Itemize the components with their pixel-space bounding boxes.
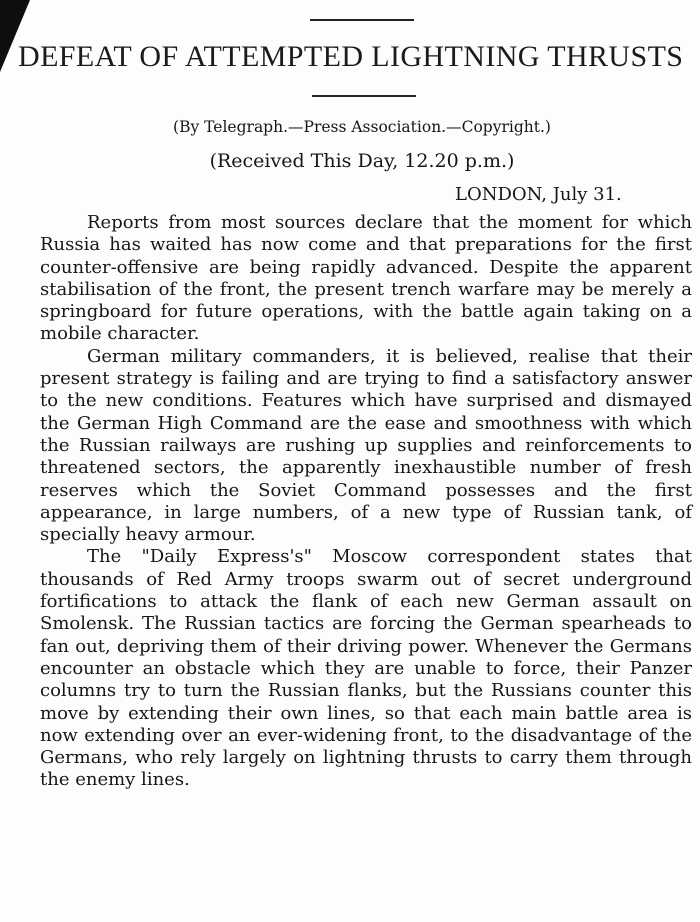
headline-rule (312, 95, 416, 97)
dateline: LONDON, July 31. (455, 184, 622, 205)
headline: DEFEAT OF ATTEMPTED LIGHTNING THRUSTS (18, 40, 684, 73)
article-body (40, 212, 692, 792)
paragraph-1: Reports from most sources declare that the moment for which Russia has waited has now come and that preparations for the first counter-offensive are being rapidly advanced. Despite the apparent stabilisation of the front, the present trench warfare may be merely a springboard for future operations, with the battle again taking on a mobile character. (40, 212, 692, 345)
received-line: (Received This Day, 12.20 p.m.) (209, 150, 515, 172)
paragraph-3: The "Daily Express's" Moscow correspondent states that thousands of Red Army troops swarm out of secret underground fortifications to attack the flank of each new German assault on Smolensk. The Russian tactics are forcing the German spearheads to fan out, depriving them of their driving power. Whenever the Germans encounter an obstacle which they are unable to force, their Panzer columns try to turn the Russian flanks, but the Russians counter this move by extending their own lines, so that each main battle area is now extending over an ever-widening front, to the disadvantage of the Germans, who rely largely on lightning thrusts to carry them through the enemy lines. (40, 546, 692, 791)
paragraph-2: German military commanders, it is believed, realise that their present strategy is failing and are trying to find a satisfactory answer to the new conditions. Features which have surprised and dismayed the German High Command are the ease and smoothness with which the Russian railways are rushing up supplies and reinforcements to threatened sectors, the apparently inexhaustible number of fresh reserves which the Soviet Command possesses and the first appearance, in large numbers, of a new type of Russian tank, of specially heavy armour. (40, 345, 692, 546)
wire-credit: (By Telegraph.—Press Association.—Copyright.) (173, 118, 551, 136)
top-rule (310, 19, 414, 21)
